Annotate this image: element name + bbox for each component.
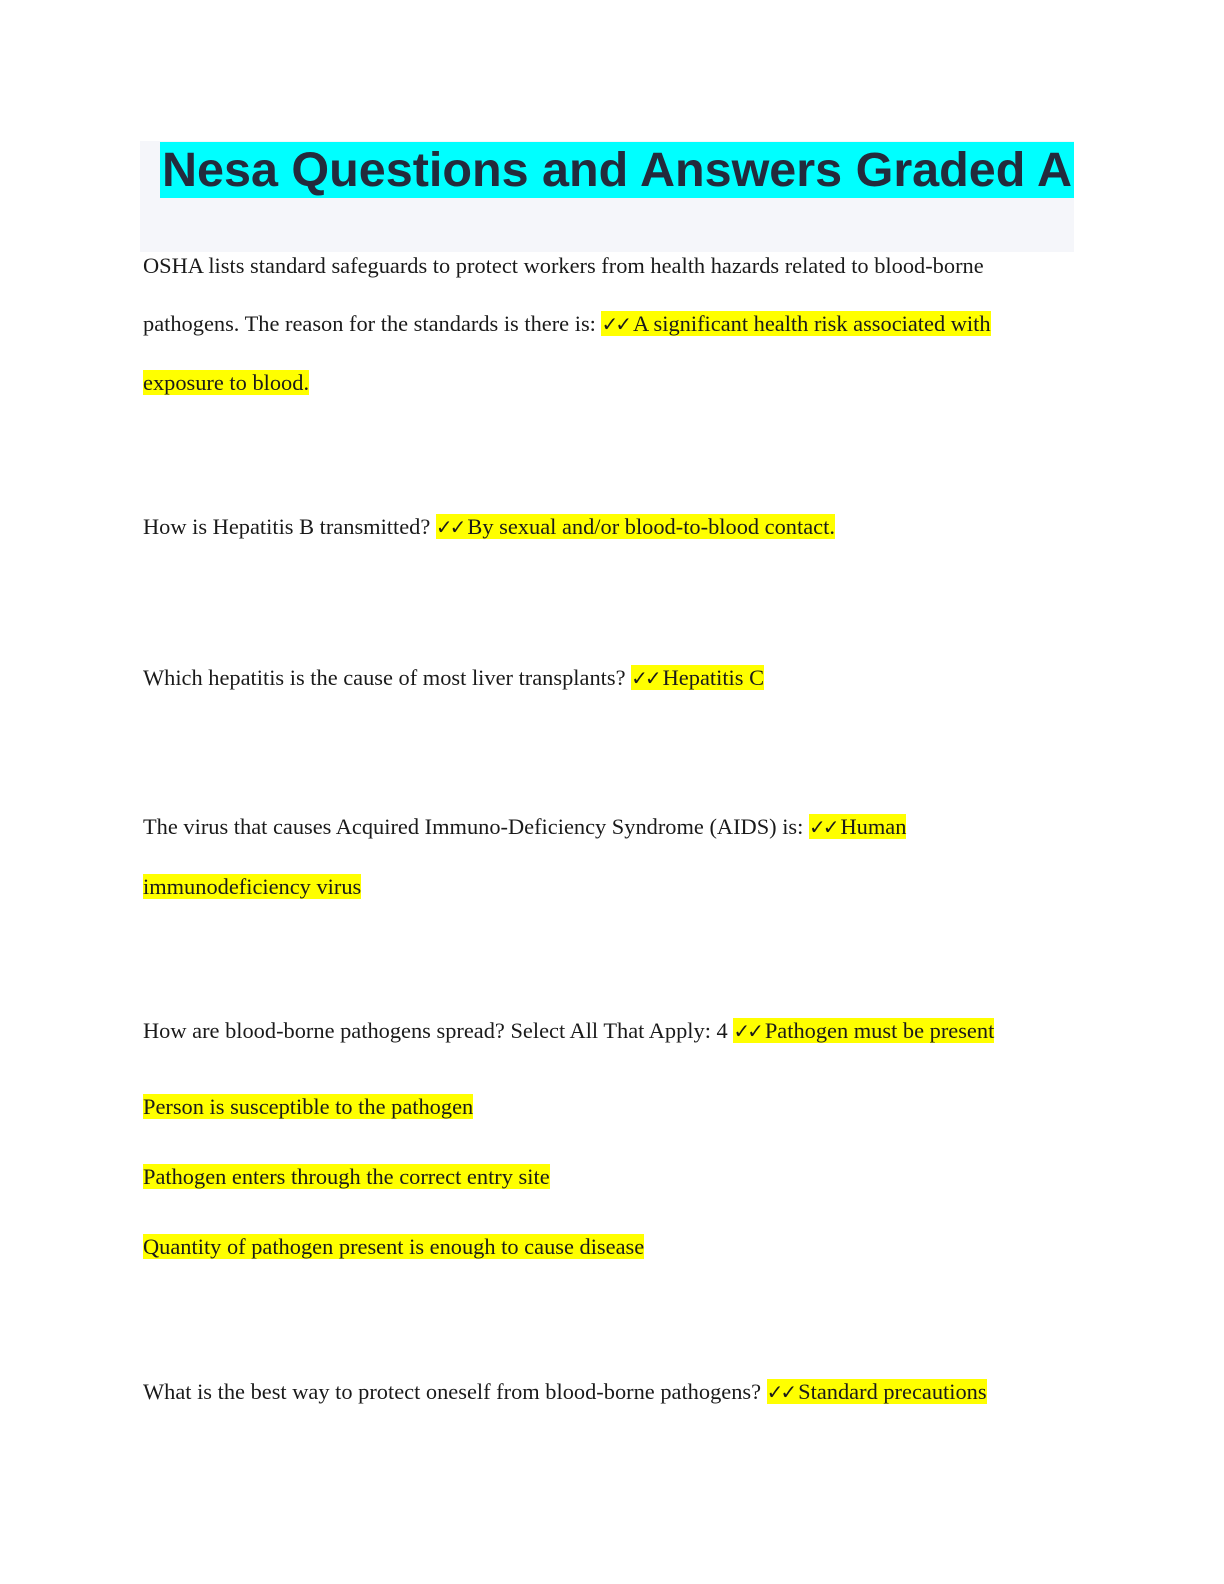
question-4-text: The virus that causes Acquired Immuno-Deficiency Syndrome (AIDS) is: — [143, 814, 809, 839]
double-check-icon: ✓✓ — [601, 312, 629, 336]
answer-5-item-1: Pathogen must be present — [764, 1018, 995, 1043]
question-1-text-1: OSHA lists standard safeguards to protect workers from health hazards related to blood-borne — [143, 253, 984, 278]
answer-1-text-2: exposure to blood. — [143, 370, 310, 395]
double-check-icon: ✓✓ — [435, 515, 464, 539]
question-2-line — [143, 512, 835, 542]
question-1-line-1 — [143, 251, 984, 281]
question-5-text: How are blood-borne pathogens spread? Select All That Apply: 4 — [143, 1018, 734, 1043]
answer-5-item-4: Quantity of pathogen present is enough to cause disease — [143, 1234, 645, 1259]
question-1-line-2 — [143, 309, 991, 339]
question-6-line — [143, 1377, 987, 1407]
answer-5-line-3 — [143, 1162, 550, 1192]
document-title: Nesa Questions and Answers Graded A — [162, 143, 1073, 197]
answer-3-highlight — [631, 665, 764, 690]
answer-1-highlight — [601, 311, 990, 336]
question-3-text: Which hepatitis is the cause of most liver transplants? — [143, 665, 632, 690]
answer-5-item-3: Pathogen enters through the correct entry site — [143, 1164, 550, 1189]
answer-5-item-2: Person is susceptible to the pathogen — [143, 1094, 474, 1119]
answer-2-text: By sexual and/or blood-to-blood contact. — [467, 514, 835, 539]
question-4-line-1 — [143, 812, 906, 842]
answer-1-text-1: A significant health risk associated with — [633, 311, 991, 336]
answer-1-line-2 — [143, 368, 309, 398]
answer-6-text: Standard precautions — [798, 1379, 987, 1404]
answer-5-line-2 — [143, 1092, 473, 1122]
answer-5-highlight — [733, 1018, 994, 1043]
answer-4-text-2: immunodeficiency virus — [143, 874, 362, 899]
question-2-text: How is Hepatitis B transmitted? — [143, 514, 436, 539]
question-6-text: What is the best way to protect oneself from blood-borne pathogens? — [143, 1379, 767, 1404]
answer-5-line-4 — [143, 1232, 644, 1262]
answer-6-highlight — [767, 1379, 987, 1404]
answer-4-text-1: Human — [840, 814, 907, 839]
answer-3-text: Hepatitis C — [662, 665, 765, 690]
double-check-icon: ✓✓ — [631, 666, 659, 690]
answer-4-line-2 — [143, 872, 361, 902]
double-check-icon: ✓✓ — [733, 1019, 761, 1043]
question-5-line — [143, 1016, 994, 1046]
question-1-text-2: pathogens. The reason for the standards is there is: — [143, 311, 602, 336]
double-check-icon: ✓✓ — [808, 815, 837, 839]
answer-2-highlight — [436, 514, 835, 539]
question-3-line — [143, 663, 764, 693]
answer-4-highlight — [809, 814, 906, 839]
double-check-icon: ✓✓ — [766, 1380, 795, 1404]
